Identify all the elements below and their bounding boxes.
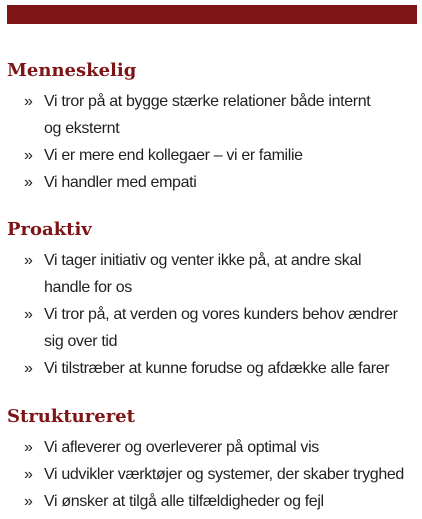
- item-line: og eksternt: [44, 120, 120, 137]
- item-line: Vi tager initiativ og venter ikke på, at andre skal: [44, 252, 362, 269]
- item-line: Vi ønsker at tilgå alle tilfældigheder og fejl: [44, 493, 324, 510]
- bullet-marker-icon: »: [24, 439, 33, 456]
- item-line: Vi tror på, at verden og vores kunders behov ændrer: [44, 306, 398, 323]
- header-bar: [7, 5, 417, 24]
- item-line: Vi afleverer og overleverer på optimal vis: [44, 439, 319, 456]
- item-line: Vi udvikler værktøjer og systemer, der skaber tryghed: [44, 466, 404, 483]
- bullet-marker-icon: »: [24, 360, 33, 377]
- list-item: [0, 301, 422, 355]
- item-line: handle for os: [44, 279, 132, 296]
- bullet-marker-icon: »: [24, 493, 33, 510]
- list-item: [0, 88, 422, 142]
- bullet-list: [0, 88, 422, 196]
- item-line: Vi tilstræber at kunne forudse og afdække alle farer: [44, 360, 390, 377]
- bullet-list: [0, 247, 422, 382]
- list-item: [0, 461, 422, 488]
- bullet-list: [0, 434, 422, 515]
- bullet-marker-icon: »: [24, 306, 33, 323]
- item-line: Vi tror på at bygge stærke relationer både internt: [44, 93, 371, 110]
- section-heading: Menneskelig: [7, 60, 137, 81]
- item-line: Vi handler med empati: [44, 174, 197, 191]
- list-item: [0, 488, 422, 515]
- section-heading: Struktureret: [7, 406, 135, 427]
- list-item: [0, 142, 422, 169]
- item-line: sig over tid: [44, 333, 118, 350]
- list-item: [0, 355, 422, 382]
- bullet-marker-icon: »: [24, 147, 33, 164]
- bullet-marker-icon: »: [24, 466, 33, 483]
- list-item: [0, 169, 422, 196]
- section-heading: Proaktiv: [7, 219, 92, 240]
- item-line: Vi er mere end kollegaer – vi er familie: [44, 147, 303, 164]
- bullet-marker-icon: »: [24, 252, 33, 269]
- list-item: [0, 247, 422, 301]
- bullet-marker-icon: »: [24, 174, 33, 191]
- bullet-marker-icon: »: [24, 93, 33, 110]
- list-item: [0, 434, 422, 461]
